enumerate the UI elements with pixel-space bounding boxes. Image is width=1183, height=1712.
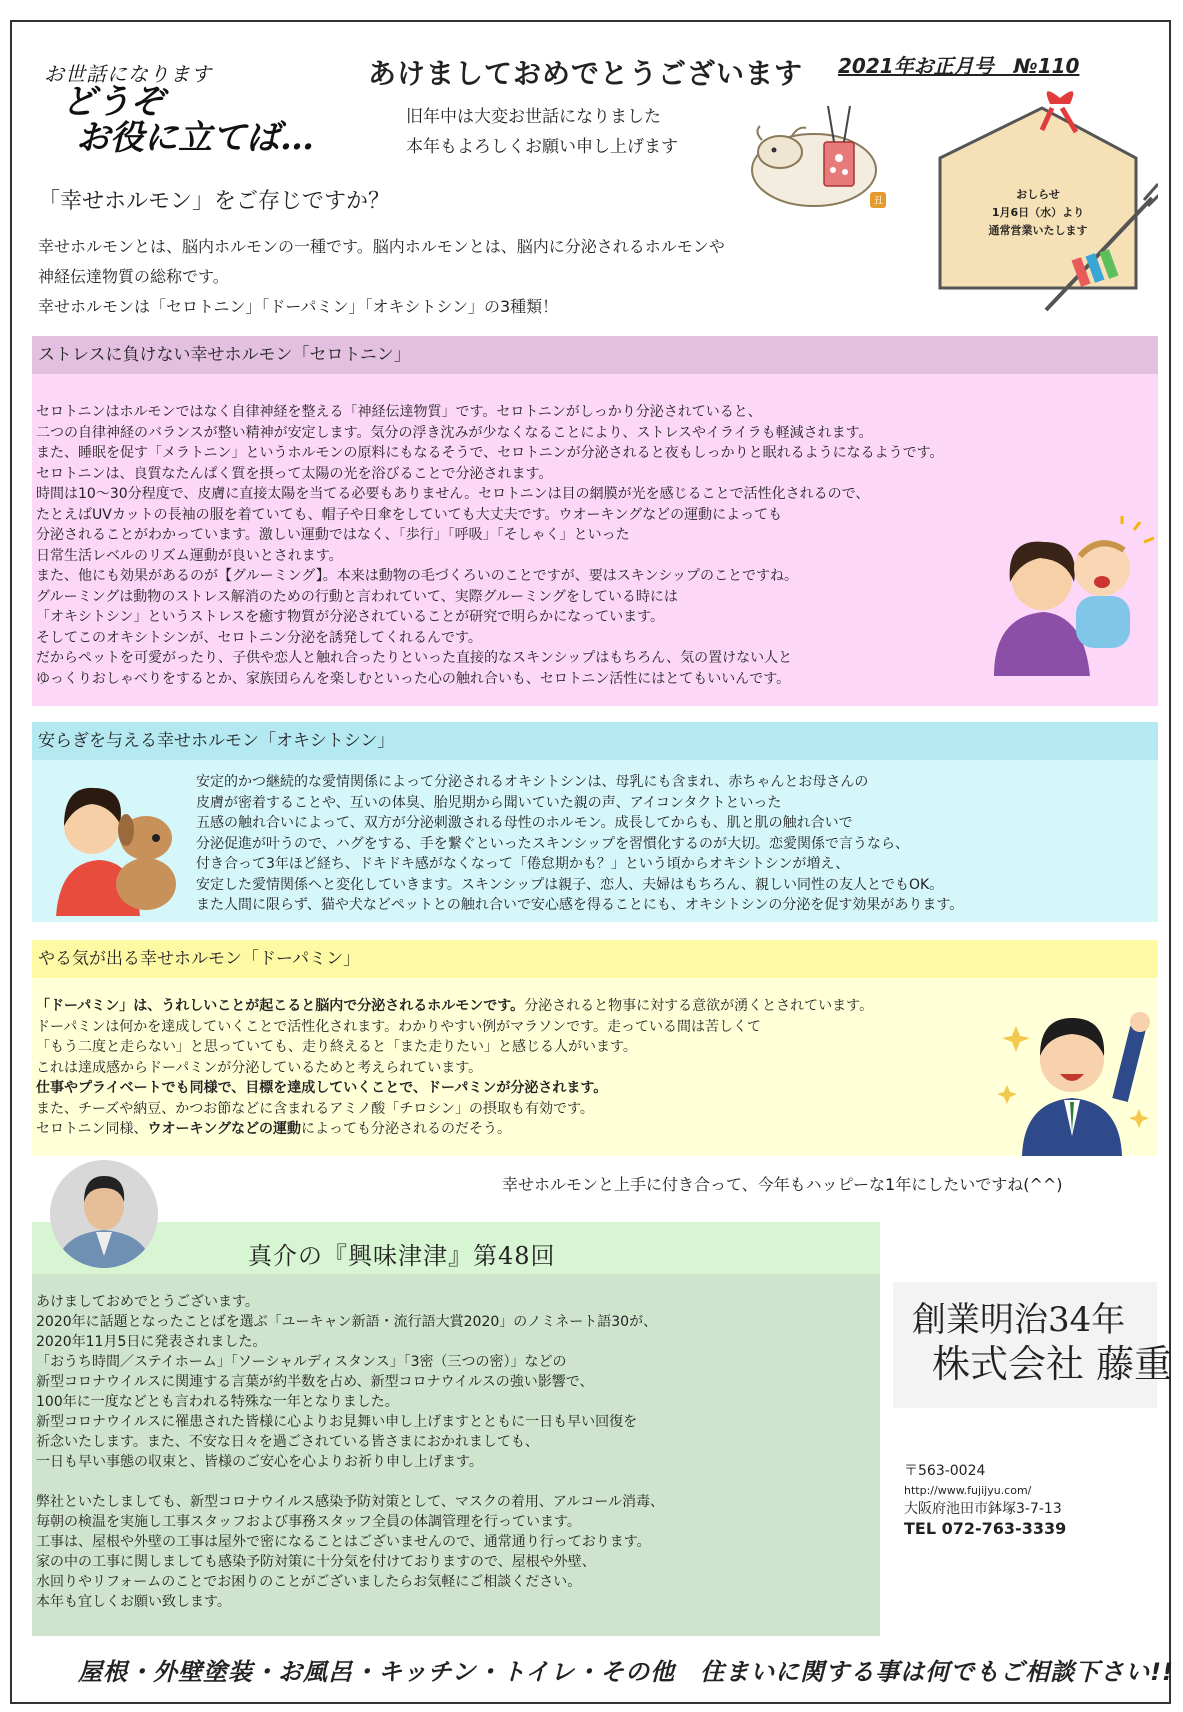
- serotonin-line: また、睡眠を促す「メラトニン」というホルモンの原料にもなるそうで、セロトニンが分泌されると夜もしっかりと眠れるようになるようです。: [36, 445, 944, 461]
- column-line: 毎朝の検温を実施し工事スタッフおよび事務スタッフ全員の体調管理を行っています。: [36, 1514, 581, 1530]
- oxytocin-line: 安定した愛情関係へと変化していきます。スキンシップは親子、恋人、夫婦はもちろん、親しい同性の友人とでもOK。: [196, 876, 944, 893]
- logo-founded: 創業明治34年: [912, 1300, 1126, 1340]
- oxytocin-line: 皮膚が密着することや、互いの体臭、胎児期から聞いていた親の声、アイコンタクトといった: [196, 794, 782, 811]
- dopamine-line-5-bold: 仕事やプライベートでも同様で、目標を達成していくことで、ドーパミンが分泌されます。: [36, 1080, 608, 1096]
- greeting-line: 旧年中は大変お世話になりました: [406, 107, 661, 127]
- serotonin-line: また、他にも効果があるのが【グルーミング】。本来は動物の毛づくろいのことですが、要はスキンシップのことですね。: [36, 568, 798, 584]
- postal-code: 〒563-0024: [904, 1463, 986, 1479]
- footer-services: 屋根・外壁塗装・お風呂・キッチン・トイレ・その他 住まいに関する事は何でもご相談下さい!!: [78, 1658, 1175, 1686]
- serotonin-line: 時間は10～30分程度で、皮膚に直接太陽を当てる必要もありません。セロトニンは目の網膜が光を感じることで活性化されるので、: [36, 486, 870, 502]
- serotonin-section: [32, 336, 1158, 706]
- address: 大阪府池田市鉢塚3-7-13: [904, 1501, 1062, 1517]
- serotonin-line: セロトニンは、良質なたんぱく質を摂って太陽の光を浴びることで分泌されます。: [36, 465, 553, 482]
- dopamine-body: [36, 996, 873, 1140]
- tagline-line-2: お役に立てば…: [76, 118, 314, 158]
- dopamine-line-3: 「もう二度と走らない」と思っていても、走り終えると「また走りたい」と感じる人がいます。: [36, 1039, 637, 1055]
- logo-company-name: 株式会社 藤重: [932, 1342, 1173, 1386]
- serotonin-line: 日常生活レベルのリズム運動が良いとされます。: [36, 547, 343, 564]
- company-logo: [912, 1298, 1172, 1386]
- new-year-greeting: あけましておめでとうございます: [368, 57, 804, 90]
- oxytocin-line: また人間に限らず、猫や犬などペットとの触れ合いで安心感を得ることにも、オキシトシンの分泌を促す効果があります。: [196, 897, 964, 913]
- oxytocin-line: 五感の触れ合いによって、双方が分泌刺激される母性のホルモン。成長してからも、肌と肌の触れ合いで: [196, 815, 853, 831]
- dopamine-line-7-pre: セロトニン同様、: [36, 1121, 148, 1137]
- dopamine-line-5: [36, 1078, 873, 1099]
- column-line: 本年も宜しくお願い致します。: [36, 1594, 231, 1610]
- serotonin-line: 分泌されることがわかっています。激しい運動ではなく、「歩行」「呼吸」「そしゃく」といった: [36, 527, 630, 543]
- column-line: 弊社といたしましても、新型コロナウイルス感染予防対策として、マスクの着用、アルコール消毒、: [36, 1494, 665, 1510]
- oxytocin-line: 安定的かつ継続的な愛情関係によって分泌されるオキシトシンは、母乳にも含まれ、赤ちゃんとお母さんの: [196, 774, 869, 790]
- column-title: 真介の『興味津津』第48回: [248, 1242, 556, 1270]
- intro-line: 幸せホルモンとは、脳内ホルモンの一種です。脳内ホルモンとは、脳内に分泌されるホルモンや: [38, 237, 725, 256]
- dopamine-line-7-bold: ウオーキングなどの運動: [147, 1121, 302, 1137]
- oxytocin-section: [32, 722, 1158, 922]
- serotonin-line: だからペットを可愛がったり、子供や恋人と触れ合ったりといった直接的なスキンシップはもちろん、気の置けない人と: [36, 650, 793, 666]
- intro-paragraph: [38, 232, 725, 322]
- notice-line-1: 1月6日（水）より: [991, 206, 1085, 219]
- serotonin-line: 二つの自律神経のバランスが整い精神が安定します。気分の浮き沈みが少なくなることにより、ストレスやイライラも軽減されます。: [36, 424, 873, 441]
- column-line: [36, 1472, 664, 1492]
- column-line: 家の中の工事に関しましても感染予防対策に十分気を付けておりますので、屋根や外壁、: [36, 1554, 596, 1570]
- ox-figure-illustration: [742, 92, 892, 222]
- column-line: 工事は、屋根や外壁の工事は屋外で密になることはございませんので、通常通り行っております。: [36, 1534, 651, 1550]
- column-line: 新型コロナウイルスに関連する言葉が約半数を占め、新型コロナウイルスの強い影響で、: [36, 1374, 594, 1390]
- dopamine-heading: やる気が出る幸せホルモン「ドーパミン」: [32, 940, 1158, 978]
- column-body-text: [36, 1292, 664, 1612]
- businessman-cheering-illustration: [992, 996, 1152, 1156]
- intro-line: 幸せホルモンは「セロトニン」「ドーパミン」「オキシトシン」の3種類！: [38, 297, 559, 316]
- oxytocin-heading: 安らぎを与える幸せホルモン「オキシトシン」: [32, 722, 1158, 760]
- column-line: 一日も早い事態の収束と、皆様のご安心を心よりお祈り申し上げます。: [36, 1454, 483, 1470]
- column-line: あけましておめでとうございます。: [36, 1294, 259, 1310]
- mother-baby-illustration: [984, 516, 1154, 676]
- serotonin-line: セロトニンはホルモンではなく自律神経を整える「神経伝達物質」です。セロトニンがしっかり分泌されていると、: [36, 404, 762, 420]
- serotonin-body: [36, 402, 943, 689]
- dopamine-line-7: [36, 1119, 873, 1140]
- issue-number: 2021年お正月号 №110: [838, 54, 1080, 78]
- column-line: 100年に一度などとも言われる特殊な一年となりました。: [36, 1394, 399, 1410]
- author-photo-avatar: [50, 1160, 158, 1268]
- business-notice: [958, 186, 1118, 240]
- girl-hugging-dog-illustration: [50, 776, 190, 916]
- oxytocin-line: 分泌促進が叶うので、ハグをする、手を繋ぐといったスキンシップを習慣化するのが大切。恋愛関係で言うなら、: [196, 835, 909, 852]
- phone-number[interactable]: TEL 072-763-3339: [904, 1519, 1067, 1538]
- dopamine-line-1-rest: 分泌されると物事に対する意欲が湧くとされています。: [524, 998, 874, 1014]
- closing-message: 幸せホルモンと上手に付き合って、今年もハッピーな1年にしたいですね(^^): [502, 1175, 1063, 1194]
- tagline-line-1: どうぞ: [62, 82, 164, 122]
- column-line: 「おうち時間／ステイホーム」「ソーシャルディスタンス」「3密（三つの密）」などの: [36, 1354, 567, 1370]
- dopamine-line-1: [36, 996, 873, 1017]
- oxytocin-line: 付き合って3年ほど経ち、ドキドキ感がなくなって「倦怠期かも？」という頃からオキシトシンが増え、: [196, 856, 850, 872]
- greeting-lines: [406, 102, 678, 162]
- dopamine-line-7-post: によっても分泌されるのだそう。: [301, 1121, 512, 1137]
- serotonin-line: 「オキシトシン」というストレスを癒す物質が分泌されていることが研究で明らかになっています。: [36, 609, 664, 625]
- dopamine-line-1-bold: 「ドーパミン」は、うれしいことが起こると脳内で分泌されるホルモンです。: [36, 998, 525, 1014]
- column-line: 2020年11月5日に発表されました。: [36, 1334, 267, 1350]
- article-title: 「幸せホルモン」をご存じですか？: [38, 189, 391, 214]
- serotonin-line: グルーミングは動物のストレス解消のための行動と言われていて、実際グルーミングをしている時には: [36, 588, 678, 605]
- intro-line: 神経伝達物質の総称です。: [38, 267, 229, 286]
- oxytocin-body: [196, 772, 963, 916]
- dopamine-section: [32, 940, 1158, 1156]
- dopamine-line-4: これは達成感からドーパミンが分泌しているためと考えられています。: [36, 1059, 483, 1076]
- dopamine-line-2: ドーパミンは何かを達成していくことで活性化されます。わかりやすい例がマラソンです。走っている間は苦しくて: [36, 1018, 762, 1035]
- greeting-line: 本年もよろしくお願い申し上げます: [406, 137, 678, 157]
- column-line: 祈念いたします。また、不安な日々を過ごされている皆さまにおかれましても、: [36, 1434, 539, 1450]
- zodiac-seal-label: 丑: [873, 196, 883, 207]
- tagline-large: [62, 84, 314, 156]
- serotonin-heading: ストレスに負けない幸せホルモン「セロトニン」: [32, 336, 1158, 374]
- tagline-small: お世話になります: [44, 62, 212, 86]
- website-link[interactable]: http://www.fujijyu.com/: [904, 1484, 1032, 1497]
- column-line: 水回りやリフォームのことでお困りのことがございましたらお気軽にご相談ください。: [36, 1574, 582, 1590]
- serotonin-line: ゆっくりおしゃべりをするとか、家族団らんを楽しむといった心の触れ合いも、セロトニン活性にはとてもいいんです。: [36, 670, 791, 687]
- column-line: 2020年に話題となったことばを選ぶ「ユーキャン新語・流行語大賞2020」のノミネート語30が、: [36, 1314, 658, 1330]
- column-line: 新型コロナウイルスに罹患された皆様に心よりお見舞い申し上げますとともに一日も早い回復を: [36, 1414, 638, 1430]
- company-contact: [904, 1462, 1066, 1538]
- serotonin-line: そしてこのオキシトシンが、セロトニン分泌を誘発してくれるんです。: [36, 629, 482, 646]
- serotonin-line: たとえばUVカットの長袖の服を着ていても、帽子や日傘をしていても大丈夫です。ウオーキングなどの運動によっても: [36, 506, 783, 523]
- notice-line-2: 通常営業いたします: [988, 224, 1088, 237]
- notice-title: おしらせ: [1016, 188, 1060, 201]
- dopamine-line-6: また、チーズや納豆、かつお節などに含まれるアミノ酸「チロシン」の摂取も有効です。: [36, 1100, 594, 1117]
